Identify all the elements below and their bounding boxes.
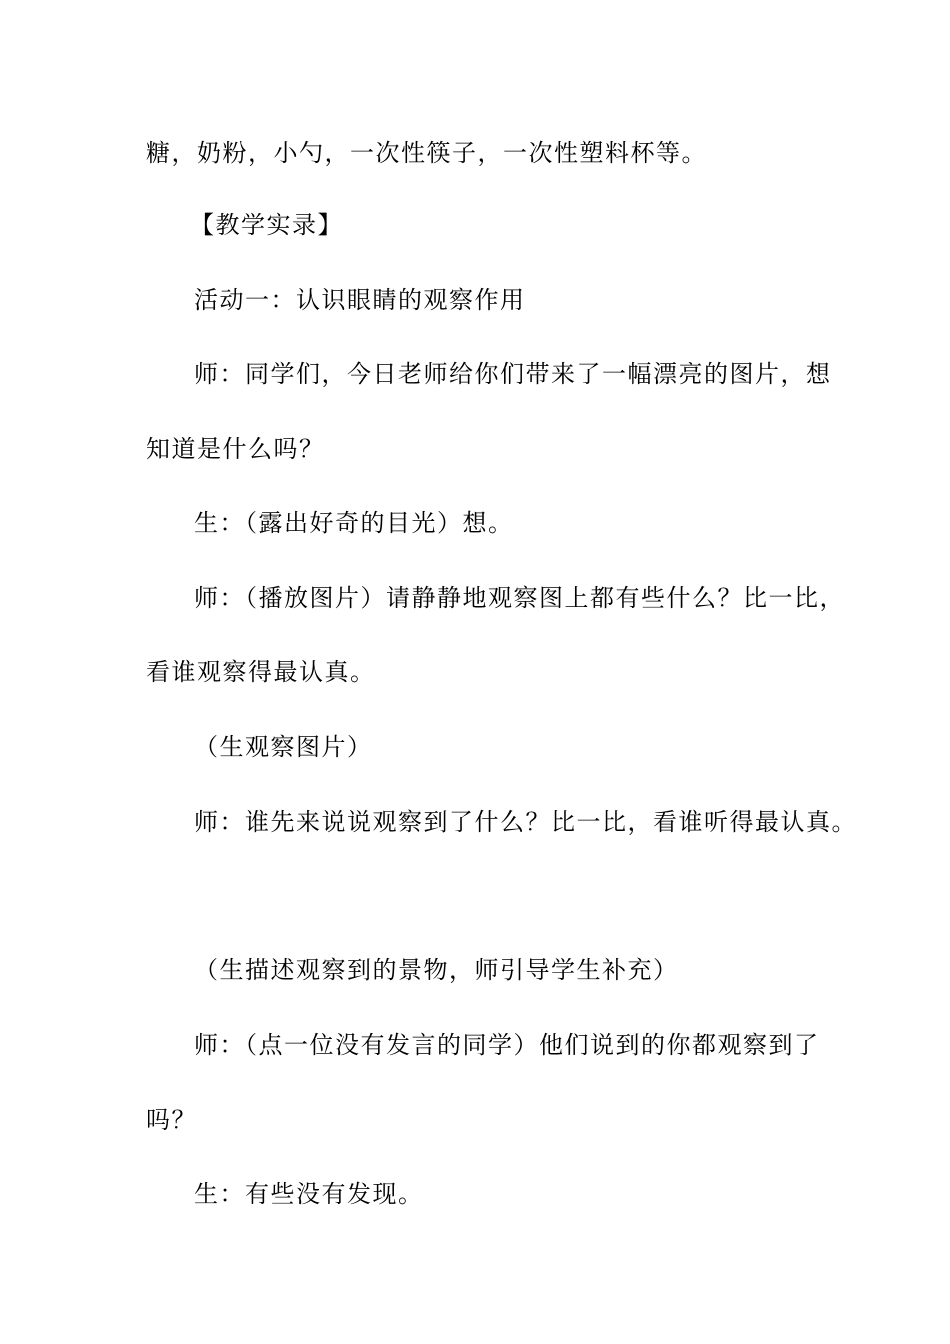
paragraph-line: 知道是什么吗？ bbox=[146, 435, 325, 463]
activity-heading: 活动一：认识眼睛的观察作用 bbox=[194, 286, 526, 314]
paragraph-line: 生：（露出好奇的目光）想。 bbox=[194, 509, 514, 537]
paragraph-line: 师：谁先来说说观察到了什么？比一比，看谁听得最认真。 bbox=[194, 808, 857, 836]
paragraph-line-materials: 糖，奶粉，小勺，一次性筷子，一次性塑料杯等。 bbox=[146, 139, 707, 167]
section-heading: 【教学实录】 bbox=[190, 211, 343, 239]
paragraph-line: 吗？ bbox=[146, 1106, 197, 1134]
paragraph-line: 师：（点一位没有发言的同学）他们说到的你都观察到了 bbox=[194, 1031, 820, 1059]
paragraph-line: 师：同学们，今日老师给你们带来了一幅漂亮的图片，想 bbox=[194, 360, 832, 388]
paragraph-line: （生描述观察到的景物，师引导学生补充） bbox=[194, 956, 679, 984]
paragraph-line: 生：有些没有发现。 bbox=[194, 1180, 424, 1208]
paragraph-line: 师：（播放图片）请静静地观察图上都有些什么？比一比， bbox=[194, 584, 845, 612]
paragraph-line: （生观察图片） bbox=[194, 733, 373, 761]
paragraph-line: 看谁观察得最认真。 bbox=[146, 658, 376, 686]
